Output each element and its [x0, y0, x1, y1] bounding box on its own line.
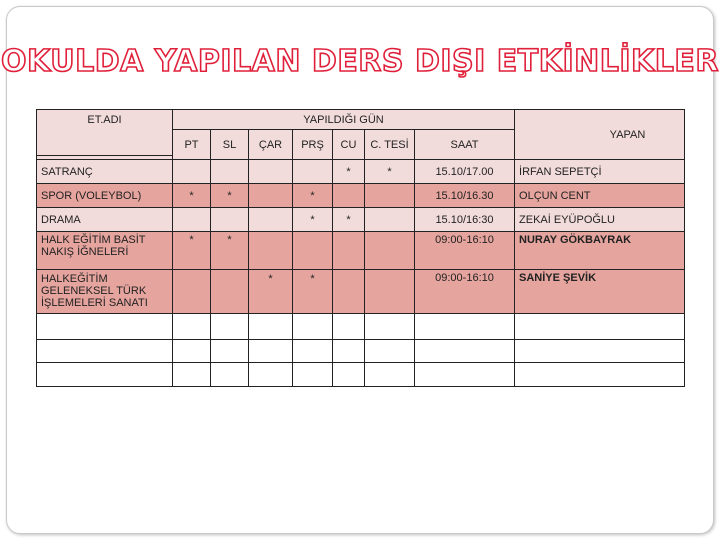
day-mark	[249, 232, 293, 270]
day-mark	[365, 208, 415, 232]
day-mark	[211, 208, 249, 232]
day-mark	[333, 184, 365, 208]
activity-name: DRAMA	[37, 208, 173, 232]
header-day-car: ÇAR	[249, 130, 293, 160]
activity-name: SATRANÇ	[37, 160, 173, 184]
table-row	[37, 270, 685, 314]
activity-time: 15.10/16.30	[415, 184, 515, 208]
day-mark	[173, 160, 211, 184]
day-mark	[211, 270, 249, 314]
day-mark: *	[249, 270, 293, 314]
activity-time: 15.10/17.00	[415, 160, 515, 184]
day-mark	[249, 160, 293, 184]
day-mark: *	[211, 184, 249, 208]
header-day-ctesi: C. TESİ	[365, 130, 415, 160]
day-mark: *	[293, 270, 333, 314]
header-day-prs: PRŞ	[293, 130, 333, 160]
activity-name: HALKEĞİTİM GELENEKSEL TÜRK İŞLEMELERİ SANATI	[37, 270, 173, 314]
day-mark	[293, 232, 333, 270]
day-mark	[173, 208, 211, 232]
empty-row	[37, 340, 685, 363]
activity-time: 15.10/16:30	[415, 208, 515, 232]
empty-row	[37, 314, 685, 340]
day-mark	[249, 208, 293, 232]
day-mark	[365, 184, 415, 208]
header-organizer: YAPAN	[515, 110, 685, 160]
day-mark: *	[173, 232, 211, 270]
day-mark	[293, 160, 333, 184]
activity-name: HALK EĞİTİM BASİT NAKIŞ İĞNELERİ	[37, 232, 173, 270]
day-mark: *	[293, 208, 333, 232]
day-mark	[173, 270, 211, 314]
day-mark	[211, 160, 249, 184]
table-row	[37, 160, 685, 184]
activity-organizer: NURAY GÖKBAYRAK	[515, 232, 685, 270]
day-mark	[333, 270, 365, 314]
empty-row	[37, 363, 685, 387]
table-row	[37, 232, 685, 270]
activity-organizer: OLÇUN CENT	[515, 184, 685, 208]
day-mark	[333, 232, 365, 270]
header-schedule: YAPILDIĞI GÜN	[173, 110, 515, 130]
day-mark: *	[293, 184, 333, 208]
header-activity: ET.ADI	[37, 110, 173, 156]
day-mark	[365, 232, 415, 270]
day-mark: *	[333, 160, 365, 184]
activity-organizer: SANİYE ŞEVİK	[515, 270, 685, 314]
day-mark: *	[173, 184, 211, 208]
header-day-sl: SL	[211, 130, 249, 160]
activity-name: SPOR (VOLEYBOL)	[37, 184, 173, 208]
page-title: OKULDA YAPILAN DERS DIŞI ETKİNLİKLER	[1, 44, 719, 79]
header-day-cu: CU	[333, 130, 365, 160]
day-mark	[365, 270, 415, 314]
header-day-pt: PT	[173, 130, 211, 160]
day-mark: *	[211, 232, 249, 270]
table-row	[37, 184, 685, 208]
day-mark: *	[365, 160, 415, 184]
activity-organizer: İRFAN SEPETÇİ	[515, 160, 685, 184]
activities-table	[36, 109, 685, 387]
activity-time: 09:00-16:10	[415, 270, 515, 314]
activity-organizer: ZEKAİ EYÜPOĞLU	[515, 208, 685, 232]
day-mark: *	[333, 208, 365, 232]
header-row-top	[37, 110, 685, 130]
header-time: SAAT	[415, 130, 515, 160]
activity-time: 09:00-16:10	[415, 232, 515, 270]
day-mark	[249, 184, 293, 208]
table-row	[37, 208, 685, 232]
